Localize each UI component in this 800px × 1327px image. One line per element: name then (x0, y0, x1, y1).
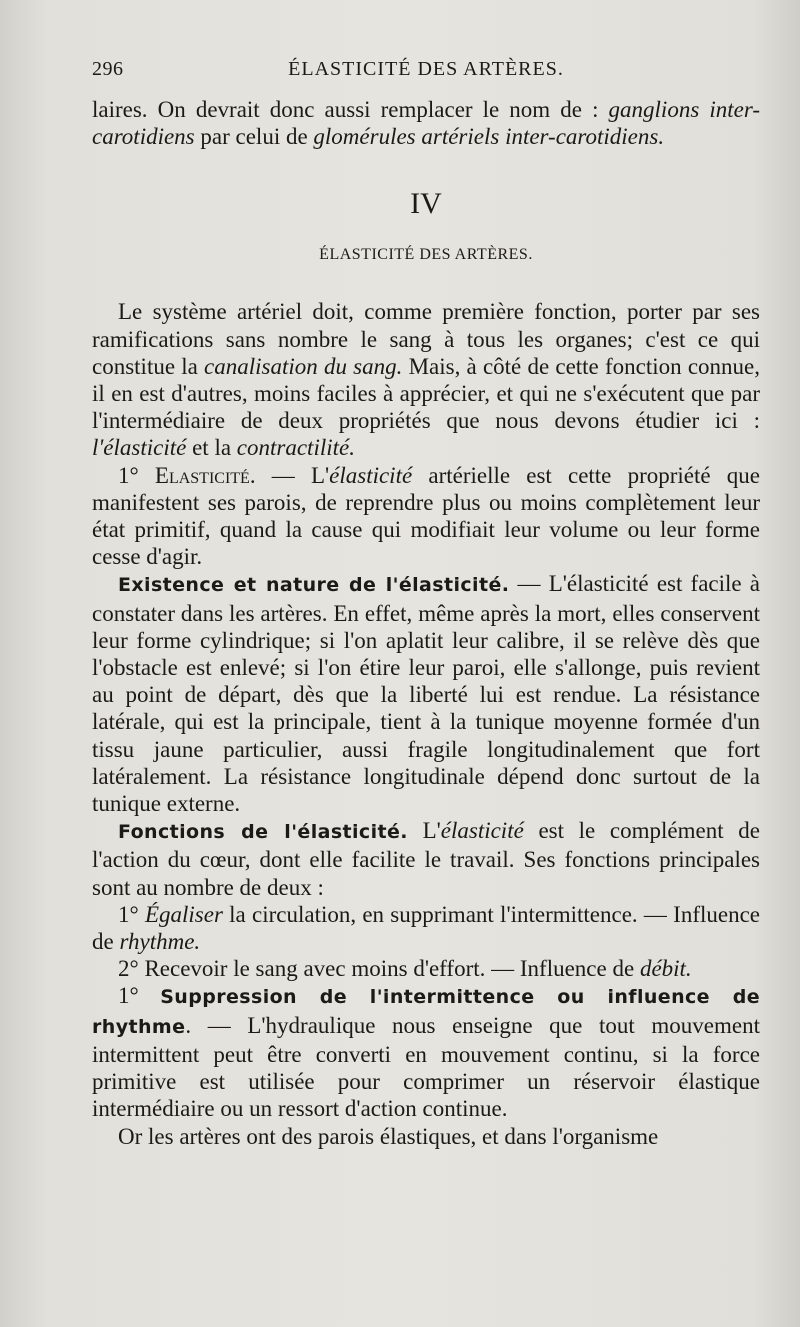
text-run: 1° (118, 983, 161, 1009)
text-run: — L' (255, 462, 330, 488)
paragraph (92, 570, 760, 817)
running-title: ÉLASTICITÉ DES ARTÈRES. (288, 58, 564, 80)
bold-heading: Suppression de l'intermittence ou influence de rhythme (92, 986, 760, 1038)
bold-heading: Fonctions de l'élasticité. (118, 821, 408, 844)
text-run: — L'élasticité est facile à constater dans les artères. En effet, même après la mort, elles conservent leur forme cylindrique; si l'on aplatit leur calibre, il se relève dès que l'obstacle est enlevé; si l'on étire leur paroi, elle s'allonge, puis revient au point de départ, dès que la liberté lui est rendue. La résistance latérale, qui est la principale, tient à la tunique moyenne formée d'un tissu jaune particulier, aussi fragile longitudinalement que fort latéralement. La résistance longitudinale dépend donc surtout de la tunique externe. (92, 571, 760, 817)
text-run: et la (186, 435, 237, 461)
italic-term: Égaliser (144, 901, 223, 927)
section-number: IV (410, 187, 442, 221)
text-run: artérielle est cette propriété que manifestent ses parois, de reprendre plus ou moins complètement leur état primitif, quand la cause qui modifiait leur volume ou leur forme cesse d'agir. (92, 462, 760, 570)
paragraph (92, 462, 760, 571)
text-run: . — L'hydraulique nous enseigne que tout mouvement intermittent peut être converti en mouvement continu, si la force primitive est utilisée pour comprimer un réservoir élastique intermédiaire ou un ressort d'action continue. (92, 1012, 760, 1122)
text-run: par celui de (194, 124, 314, 150)
text-run: Le système artériel doit, comme première fonction, porter par ses ramifications sans nombre le sang à tous les organes; c'est ce qui constitue la (92, 299, 760, 379)
text-run: est le complément de l'action du cœur, dont elle facilite le travail. Ses fonctions principales sont au nombre de deux : (92, 818, 760, 900)
italic-term: contractilité. (236, 435, 355, 461)
paragraph-continuation (92, 96, 760, 150)
text-run: laires. On devrait donc aussi remplacer le nom de : (92, 97, 609, 122)
page-number: 296 (92, 58, 124, 80)
text-run: la circulation, en supprimant l'intermittence. — Influence de (92, 901, 760, 955)
paragraph (92, 955, 760, 982)
section-title: ÉLASTICITÉ DES ARTÈRES. (319, 246, 533, 264)
paragraph (92, 901, 760, 955)
italic-term: canalisation du sang. (204, 353, 403, 379)
italic-term: glomérules artériels inter-carotidiens. (313, 124, 665, 150)
paragraph (92, 298, 760, 461)
italic-term: l'élasticité (92, 435, 187, 461)
page-header (92, 58, 760, 92)
text-run: 1° (118, 901, 145, 927)
small-caps-heading: Elasticité. (154, 462, 256, 488)
paragraph (92, 982, 760, 1122)
text-run: L' (407, 818, 441, 844)
page-body (92, 96, 760, 1150)
text-run: 1° (118, 462, 155, 488)
paragraph: Or les artères ont des parois élastiques, et dans l'organisme (118, 1123, 659, 1149)
italic-term: rhythme. (119, 929, 201, 955)
italic-term: élasticité (329, 462, 413, 488)
bold-heading: Existence et nature de l'élasticité. (118, 574, 510, 597)
italic-term: débit. (639, 956, 692, 982)
text-run: Mais, à côté de cette fonction connue, il en est d'autres, moins faciles à apprécier, et qui ne s'exécutent que par l'intermédiaire de deux propriétés que nous devons étudier ici : (92, 353, 760, 434)
paragraph (92, 817, 760, 901)
italic-term: élasticité (440, 818, 524, 844)
text-run: 2° Recevoir le sang avec moins d'effort. — Influence de (118, 956, 640, 982)
italic-term: ganglions inter-carotidiens (92, 97, 760, 150)
